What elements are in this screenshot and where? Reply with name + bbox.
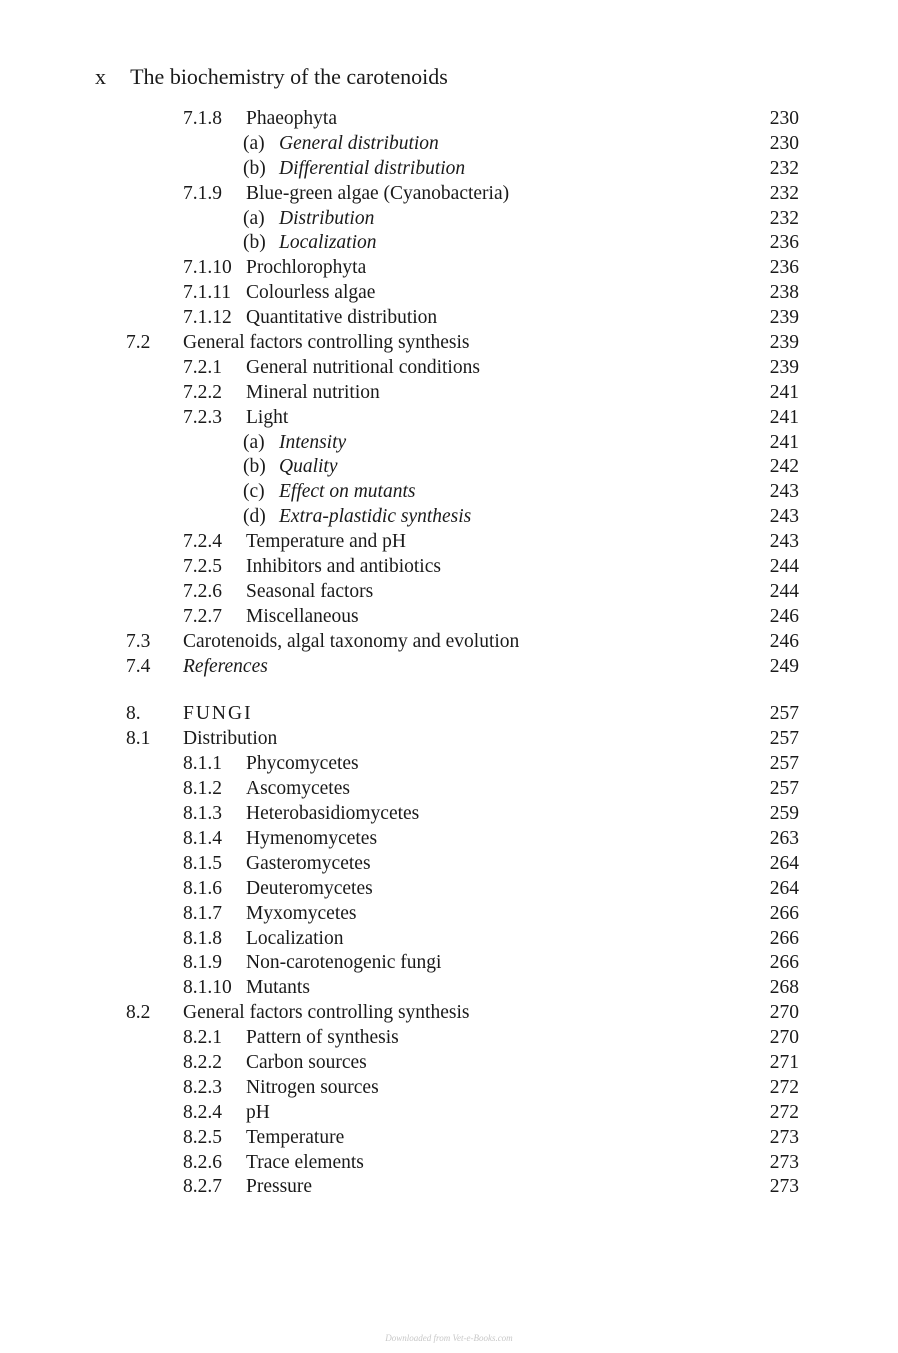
toc-entry-page: 241	[769, 431, 799, 453]
table-of-contents	[0, 107, 898, 1200]
toc-entry-title: Nitrogen sources	[246, 1076, 379, 1098]
toc-entry-title: Localization	[246, 927, 344, 949]
toc-entry-number: (b)	[243, 157, 266, 179]
toc-entry-title: Colourless algae	[246, 282, 376, 304]
toc-entry	[0, 1151, 898, 1176]
toc-entry-number: 8.1.9	[183, 952, 222, 974]
toc-entry-title: Quality	[279, 456, 338, 478]
toc-entry-number: 8.1.8	[183, 927, 222, 949]
toc-entry	[0, 207, 898, 232]
toc-entry-number: 7.1.10	[183, 257, 232, 279]
toc-entry-page: 264	[769, 852, 799, 874]
toc-entry-title: Pattern of synthesis	[246, 1027, 399, 1049]
toc-entry-title: Deuteromycetes	[246, 877, 373, 899]
toc-entry-number: 8.2.6	[183, 1151, 222, 1173]
toc-entry	[0, 951, 898, 976]
toc-entry-title: Myxomycetes	[246, 902, 357, 924]
toc-entry-number: 8.1.1	[183, 753, 222, 775]
toc-entry-title: General factors controlling synthesis	[183, 1002, 470, 1024]
toc-entry	[0, 107, 898, 132]
toc-entry-page: 246	[769, 630, 799, 652]
toc-entry	[0, 1001, 898, 1026]
toc-entry-page: 249	[769, 655, 799, 677]
toc-entry	[0, 927, 898, 952]
toc-entry	[0, 331, 898, 356]
toc-entry	[0, 182, 898, 207]
toc-entry-number: 8.	[126, 703, 141, 725]
toc-entry-title: Quantitative distribution	[246, 307, 438, 329]
toc-entry-page: 273	[769, 1176, 799, 1198]
toc-entry	[0, 530, 898, 555]
toc-entry-page: 273	[769, 1151, 799, 1173]
toc-entry-number: 7.2.3	[183, 406, 222, 428]
toc-entry-title: Temperature	[246, 1126, 345, 1148]
toc-entry-number: 8.2.4	[183, 1101, 222, 1123]
toc-entry	[0, 1126, 898, 1151]
toc-entry-number: 8.1.10	[183, 977, 232, 999]
toc-entry	[0, 580, 898, 605]
toc-entry	[0, 827, 898, 852]
toc-entry-title: Carotenoids, algal taxonomy and evolution	[183, 630, 520, 652]
toc-entry-page: 244	[769, 580, 799, 602]
toc-entry-page: 244	[769, 556, 799, 578]
toc-entry	[0, 281, 898, 306]
toc-entry-title: General distribution	[279, 132, 439, 154]
toc-entry-number: 8.1.4	[183, 827, 222, 849]
toc-entry-page: 230	[769, 132, 799, 154]
toc-entry	[0, 605, 898, 630]
toc-entry-title: Trace elements	[246, 1151, 364, 1173]
toc-entry-page: 257	[769, 728, 799, 750]
toc-entry-page: 243	[769, 481, 799, 503]
toc-entry	[0, 802, 898, 827]
toc-entry-page: 266	[769, 952, 799, 974]
toc-entry-number: 7.4	[126, 655, 151, 677]
toc-entry-number: (c)	[243, 481, 265, 503]
toc-entry	[0, 455, 898, 480]
toc-entry-page: 272	[769, 1076, 799, 1098]
toc-entry-page: 236	[769, 257, 799, 279]
toc-entry-title: References	[183, 655, 268, 677]
toc-entry-page: 257	[769, 703, 799, 725]
toc-entry-number: 8.2.5	[183, 1126, 222, 1148]
toc-entry-page: 239	[769, 356, 799, 378]
toc-entry-number: 7.1.12	[183, 307, 232, 329]
toc-entry-number: 8.2.1	[183, 1027, 222, 1049]
book-title: The biochemistry of the carotenoids	[130, 64, 448, 89]
toc-entry-number: 7.3	[126, 630, 151, 652]
toc-entry-page: 271	[769, 1051, 799, 1073]
toc-entry-number: 7.1.8	[183, 108, 222, 129]
toc-entry-title: Extra-plastidic synthesis	[279, 506, 472, 528]
toc-entry-page: 241	[769, 406, 799, 428]
toc-entry-page: 266	[769, 927, 799, 949]
toc-entry-title: Blue-green algae (Cyanobacteria)	[246, 182, 510, 204]
toc-entry-number: (a)	[243, 132, 265, 154]
toc-entry-page: 232	[769, 182, 799, 204]
toc-entry	[0, 231, 898, 256]
toc-entry	[0, 306, 898, 331]
toc-entry	[0, 480, 898, 505]
toc-entry-page: 257	[769, 753, 799, 775]
toc-entry	[0, 1175, 898, 1200]
toc-entry	[0, 777, 898, 802]
toc-entry	[0, 1076, 898, 1101]
watermark-footer: Downloaded from Vet-e-Books.com	[385, 1333, 513, 1343]
toc-entry-title: Intensity	[279, 431, 347, 453]
toc-entry-page: 264	[769, 877, 799, 899]
toc-entry-page: 272	[769, 1101, 799, 1123]
toc-entry-title: Distribution	[279, 207, 375, 229]
toc-entry-page: 232	[769, 157, 799, 179]
toc-entry-title: Prochlorophyta	[246, 257, 367, 279]
toc-chapter-entry	[0, 702, 898, 727]
toc-entry-title: Temperature and pH	[246, 531, 406, 553]
toc-entry-page: 241	[769, 381, 799, 403]
toc-entry-number: 8.2.3	[183, 1076, 222, 1098]
toc-entry-title: Phycomycetes	[246, 753, 359, 775]
toc-entry	[0, 752, 898, 777]
toc-entry-title: Non-carotenogenic fungi	[246, 952, 442, 974]
toc-entry	[0, 630, 898, 655]
toc-entry	[0, 727, 898, 752]
toc-entry-page: 238	[769, 282, 799, 304]
toc-entry	[0, 902, 898, 927]
toc-entry-title: Inhibitors and antibiotics	[246, 556, 441, 578]
toc-entry-page: 239	[769, 307, 799, 329]
toc-entry-number: 8.2.7	[183, 1176, 222, 1198]
running-header	[95, 64, 448, 90]
toc-entry	[0, 1026, 898, 1051]
toc-entry-number: 7.2.5	[183, 556, 222, 578]
toc-entry-title: Phaeophyta	[246, 108, 337, 129]
toc-entry-page: 232	[769, 207, 799, 229]
toc-entry-page: 239	[769, 332, 799, 354]
toc-entry-number: (b)	[243, 456, 266, 478]
toc-entry-page: 270	[769, 1002, 799, 1024]
toc-entry-title: Heterobasidiomycetes	[246, 803, 420, 825]
toc-entry-title: FUNGI	[183, 703, 253, 725]
toc-entry-title: Differential distribution	[279, 157, 466, 179]
toc-entry-title: General nutritional conditions	[246, 356, 480, 378]
toc-entry-number: 7.2	[126, 332, 151, 354]
toc-entry	[0, 976, 898, 1001]
toc-entry	[0, 852, 898, 877]
toc-entry-number: (a)	[243, 431, 265, 453]
toc-entry-page: 257	[769, 778, 799, 800]
toc-entry-page: 236	[769, 232, 799, 254]
toc-entry	[0, 356, 898, 381]
toc-entry-number: 8.1.2	[183, 778, 222, 800]
toc-entry	[0, 132, 898, 157]
toc-entry-title: Mutants	[246, 977, 310, 999]
toc-entry-title: Miscellaneous	[246, 605, 359, 627]
toc-entry-title: pH	[246, 1101, 270, 1123]
toc-entry-number: (a)	[243, 207, 265, 229]
toc-entry-title: Light	[246, 406, 289, 428]
toc-entry-number: 7.2.4	[183, 531, 222, 553]
toc-entry	[0, 877, 898, 902]
toc-entry	[0, 431, 898, 456]
toc-entry-number: 7.1.11	[183, 282, 232, 304]
toc-entry-number: (b)	[243, 232, 266, 254]
toc-entry-number: 8.1.3	[183, 803, 222, 825]
toc-entry-page: 266	[769, 902, 799, 924]
toc-entry-number: 8.1.7	[183, 902, 222, 924]
toc-entry-number: 8.1.5	[183, 852, 222, 874]
toc-entry-page: 243	[769, 531, 799, 553]
toc-entry	[0, 157, 898, 182]
toc-entry	[0, 555, 898, 580]
toc-entry	[0, 406, 898, 431]
toc-entry-page: 259	[769, 803, 799, 825]
toc-entry-page: 268	[769, 977, 799, 999]
toc-entry-title: Localization	[279, 232, 377, 254]
toc-entry-number: 7.2.2	[183, 381, 222, 403]
toc-entry-page: 263	[769, 827, 799, 849]
toc-entry-number: 7.1.9	[183, 182, 222, 204]
toc-entry-number: (d)	[243, 506, 266, 528]
toc-entry-title: Ascomycetes	[246, 778, 350, 800]
toc-entry-title: Pressure	[246, 1176, 313, 1198]
toc-entry-number: 7.2.6	[183, 580, 222, 602]
toc-entry	[0, 1051, 898, 1076]
toc-entry-page: 273	[769, 1126, 799, 1148]
toc-entry-number: 7.2.7	[183, 605, 222, 627]
toc-entry-page: 270	[769, 1027, 799, 1049]
toc-entry-title: Gasteromycetes	[246, 852, 371, 874]
toc-entry	[0, 256, 898, 281]
toc-entry-number: 7.2.1	[183, 356, 222, 378]
toc-entry-title: Carbon sources	[246, 1051, 367, 1073]
toc-entry-number: 8.1	[126, 728, 151, 750]
toc-entry	[0, 655, 898, 680]
toc-entry-page: 242	[769, 456, 799, 478]
toc-entry-page: 230	[769, 108, 799, 129]
toc-entry	[0, 1101, 898, 1126]
toc-entry-number: 8.1.6	[183, 877, 222, 899]
toc-entry-title: Hymenomycetes	[246, 827, 378, 849]
toc-entry	[0, 505, 898, 530]
toc-entry	[0, 381, 898, 406]
page-folio: x	[95, 64, 106, 89]
toc-entry-page: 246	[769, 605, 799, 627]
toc-entry-title: General factors controlling synthesis	[183, 332, 470, 354]
toc-entry-title: Effect on mutants	[279, 481, 416, 503]
toc-entry-title: Mineral nutrition	[246, 381, 380, 403]
toc-entry-number: 8.2	[126, 1002, 151, 1024]
toc-entry-title: Distribution	[183, 728, 278, 750]
toc-entry-page: 243	[769, 506, 799, 528]
toc-entry-number: 8.2.2	[183, 1051, 222, 1073]
toc-entry-title: Seasonal factors	[246, 580, 374, 602]
